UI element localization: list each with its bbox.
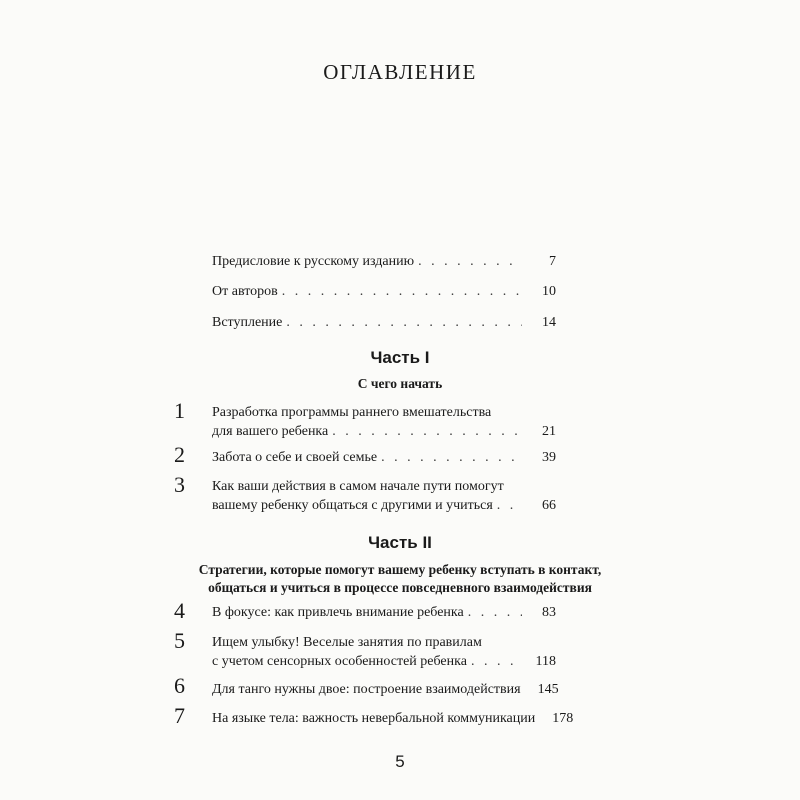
toc-entry-chapter-5[interactable]: [212, 633, 556, 671]
entry-page: 14: [542, 315, 556, 330]
toc-entry-introduction[interactable]: [212, 313, 556, 332]
part-1-title: Часть I: [370, 348, 430, 367]
entry-page: 10: [542, 284, 556, 299]
page-title: ОГЛАВЛЕНИЕ: [323, 60, 477, 84]
toc-entry-chapter-7[interactable]: [212, 709, 574, 728]
toc-entry-preface[interactable]: [212, 252, 556, 271]
chapter-number: 4: [174, 598, 185, 623]
dot-leader: [418, 252, 522, 271]
dot-leader: [468, 603, 522, 622]
entry-page: 178: [552, 711, 574, 726]
chapter-number: 2: [174, 442, 185, 467]
chapter-number: 5: [174, 628, 185, 653]
toc-entry-chapter-4[interactable]: [212, 603, 556, 622]
entry-text: Ищем улыбку! Веселые занятия по правилам: [212, 635, 482, 650]
dot-leader: [332, 422, 522, 441]
entry-text-cont: для вашего ребенка: [212, 424, 329, 439]
dot-leader: [497, 496, 522, 515]
toc-entry-chapter-2[interactable]: [212, 448, 556, 467]
toc-entry-authors[interactable]: [212, 282, 556, 301]
entry-page: 83: [542, 605, 556, 620]
toc-entry-chapter-3[interactable]: [212, 477, 556, 515]
part-2-subtitle-line-1: Стратегии, которые помогут вашему ребенку вступать в контакт,: [198, 562, 602, 577]
entry-text: Забота о себе и своей семье: [212, 450, 378, 465]
entry-page: 39: [542, 450, 556, 465]
entry-text: Вступление: [212, 315, 283, 330]
toc-entry-chapter-6[interactable]: [212, 680, 559, 699]
chapter-number: 1: [174, 398, 185, 423]
entry-page: 7: [549, 254, 556, 269]
entry-page: 21: [542, 424, 556, 439]
dot-leader: [381, 448, 522, 467]
entry-text: На языке тела: важность невербальной коммуникации: [212, 711, 536, 726]
entry-text: Для танго нужны двое: построение взаимодействия: [212, 682, 521, 697]
toc-entry-chapter-1[interactable]: [212, 403, 556, 441]
entry-text: Предисловие к русскому изданию: [212, 254, 415, 269]
part-2-title: Часть II: [368, 533, 432, 552]
chapter-number: 3: [174, 472, 185, 497]
entry-text-cont: вашему ребенку общаться с другими и учиться: [212, 498, 493, 513]
entry-page: 145: [537, 682, 559, 697]
entry-text: Как ваши действия в самом начале пути помогут: [212, 479, 504, 494]
page-number: 5: [395, 752, 405, 771]
chapter-number: 6: [174, 673, 185, 698]
entry-text: Разработка программы раннего вмешательства: [212, 405, 492, 420]
entry-page: 66: [542, 498, 556, 513]
entry-text-cont: с учетом сенсорных особенностей ребенка: [212, 654, 467, 669]
dot-leader: [282, 282, 522, 301]
dot-leader: [471, 652, 522, 671]
entry-text: От авторов: [212, 284, 278, 299]
part-2-subtitle-line-2: общаться и учиться в процессе повседневного взаимодействия: [208, 580, 592, 595]
entry-text: В фокусе: как привлечь внимание ребенка: [212, 605, 464, 620]
dot-leader: [286, 313, 522, 332]
part-1-subtitle: С чего начать: [357, 376, 443, 391]
entry-page: 118: [535, 654, 556, 669]
chapter-number: 7: [174, 703, 185, 728]
